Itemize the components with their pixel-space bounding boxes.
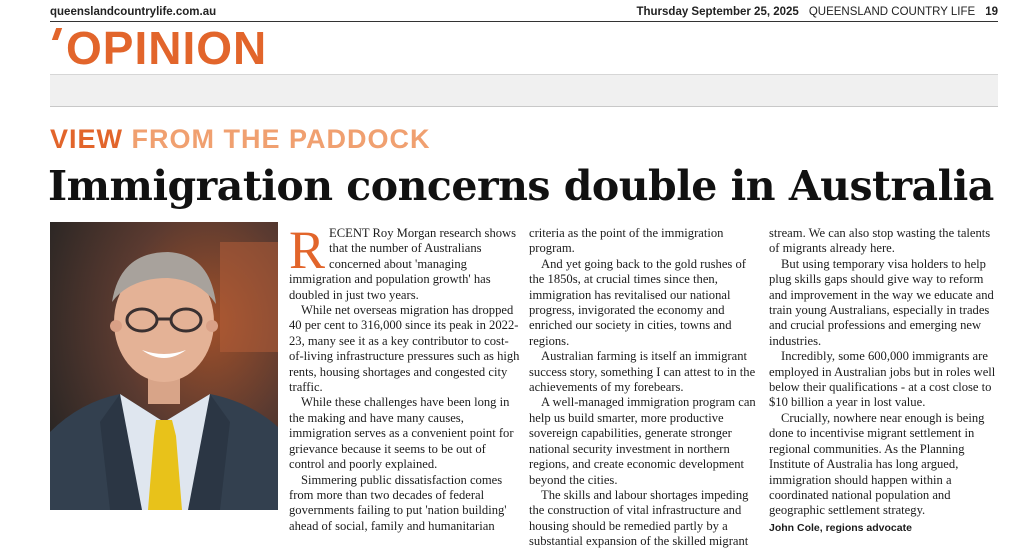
article-column-3: [769, 226, 1001, 536]
publication-name: QUEENSLAND COUNTRY LIFE: [808, 6, 976, 18]
paragraph: stream. We can also stop wasting the talents of migrants already here.: [769, 226, 991, 256]
issue-date: Thursday September 25, 2025: [636, 6, 799, 18]
site-url[interactable]: queenslandcountrylife.com.au: [50, 6, 217, 18]
drop-cap: R: [289, 220, 326, 280]
section-tick-mark: [52, 28, 62, 40]
author-byline: John Cole, regions advocate: [769, 521, 912, 534]
page-header: [50, 6, 998, 22]
paragraph: Incredibly, some 600,000 immigrants are employed in Australian jobs but in roles well below their qualifications - at a cost close to $10 billion a year in lost value.: [769, 349, 996, 410]
paragraph: Crucially, nowhere near enough is being done to incentivise migrant settlement in regional communities. As the Planning Institute of Australia has long argued, immigration should happen within a coordinated national population and geographic settlement strategy.: [769, 410, 985, 518]
article-headline: Immigration concerns double in Australia: [48, 162, 994, 210]
paragraph: Australian farming is itself an immigrant success story, something I can attest to in the achievements of my forebears.: [529, 349, 756, 395]
paragraph: RECENT Roy Morgan research shows that the number of Australians concerned about 'managing immigration and population growth' has doubled in just two years.: [289, 220, 517, 302]
paragraph: criteria as the point of the immigration program.: [529, 226, 724, 256]
article-column-2: [529, 226, 761, 550]
paragraph: Simmering public dissatisfaction comes from more than two decades of federal governments failing to put 'nation building' ahead of social, family and humanitarian: [289, 472, 507, 533]
kicker-paddock: FROM THE PADDOCK: [131, 124, 431, 154]
article-column-1: [289, 220, 521, 534]
author-photo: [50, 222, 278, 510]
paragraph: But using temporary visa holders to help plug skills gaps should give way to reform and improvement in the way we educate and train young Australians, especially in trades and crucial professions and emerging new industries.: [769, 256, 994, 348]
paragraph: And yet going back to the gold rushes of the 1850s, at crucial times since then, immigration has revitalised our national progress, invigorated the economy and enriched our society in cities, towns and regions.: [529, 256, 746, 348]
section-band: [50, 74, 998, 107]
section-banner: [50, 24, 998, 72]
author-portrait-graphic: [50, 222, 278, 510]
paragraph: A well-managed immigration program can help us build smarter, more productive sovereign capabilities, generate stronger national security investment in northern regions, and create economic development beyond the cities.: [529, 395, 756, 487]
paragraph: The skills and labour shortages impeding the construction of vital infrastructure and housing should be remedied partly by a substantial expansion of the skilled migrant: [529, 487, 749, 549]
page-number: 19: [985, 6, 998, 18]
dateline: [636, 6, 998, 18]
paragraph: While net overseas migration has dropped 40 per cent to 316,000 since its peak in 2022-23, many see it as a key contributor to cost-of-living infrastructure pressures such as high rents, housing shortages and congested city traffic.: [289, 303, 520, 395]
section-title: OPINION: [66, 22, 268, 74]
paragraph: While these challenges have been long in the making and have many causes, immigration serves as a convenient point for grievance because it seems to be out of control and poorly explained.: [289, 395, 514, 472]
column-kicker: [50, 124, 431, 154]
kicker-view: VIEW: [50, 124, 124, 154]
